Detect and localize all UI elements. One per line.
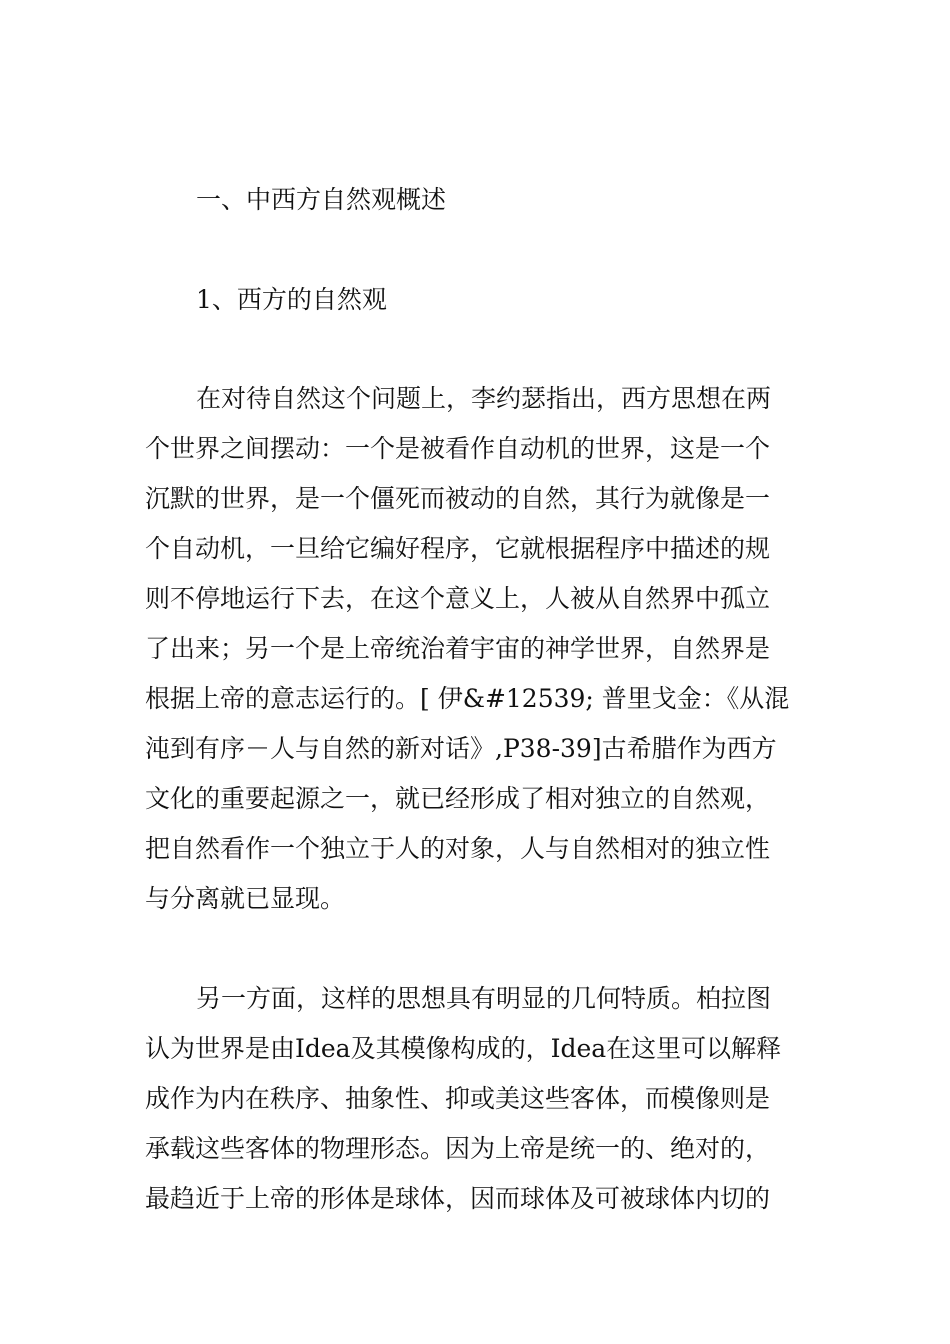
paragraph-line: 成作为内在秩序、抽象性、抑或美这些客体，而模像则是 bbox=[145, 1084, 771, 1113]
paragraph-line: 在对待自然这个问题上，李约瑟指出，西方思想在两 bbox=[196, 384, 772, 413]
paragraph-line: 与分离就已显现。 bbox=[145, 884, 346, 913]
paragraph-line: 了出来；另一个是上帝统治着宇宙的神学世界，自然界是 bbox=[145, 634, 771, 663]
paragraph-line: 根据上帝的意志运行的。[ 伊&#12539; 普里戈金：《从混 bbox=[145, 684, 790, 713]
paragraph-line: 承载这些客体的物理形态。因为上帝是统一的、绝对的， bbox=[145, 1134, 771, 1163]
subsection-heading: 1、西方的自然观 bbox=[196, 285, 387, 314]
paragraph-line: 文化的重要起源之一，就已经形成了相对独立的自然观， bbox=[145, 784, 771, 813]
paragraph-line: 另一方面，这样的思想具有明显的几何特质。柏拉图 bbox=[196, 984, 772, 1013]
paragraph-line: 个世界之间摆动：一个是被看作自动机的世界，这是一个 bbox=[145, 434, 771, 463]
paragraph-line: 认为世界是由Idea及其模像构成的，Idea在这里可以解释 bbox=[145, 1034, 782, 1063]
paragraph-line: 则不停地运行下去，在这个意义上，人被从自然界中孤立 bbox=[145, 584, 771, 613]
section-heading: 一、中西方自然观概述 bbox=[196, 185, 447, 214]
paragraph-line: 沉默的世界，是一个僵死而被动的自然，其行为就像是一 bbox=[145, 484, 771, 513]
paragraph-line: 把自然看作一个独立于人的对象，人与自然相对的独立性 bbox=[145, 834, 771, 863]
paragraph-line: 沌到有序－人与自然的新对话》,P38-39]古希腊作为西方 bbox=[145, 734, 777, 763]
paragraph-line: 个自动机，一旦给它编好程序，它就根据程序中描述的规 bbox=[145, 534, 771, 563]
paragraph-line: 最趋近于上帝的形体是球体，因而球体及可被球体内切的 bbox=[145, 1184, 771, 1213]
